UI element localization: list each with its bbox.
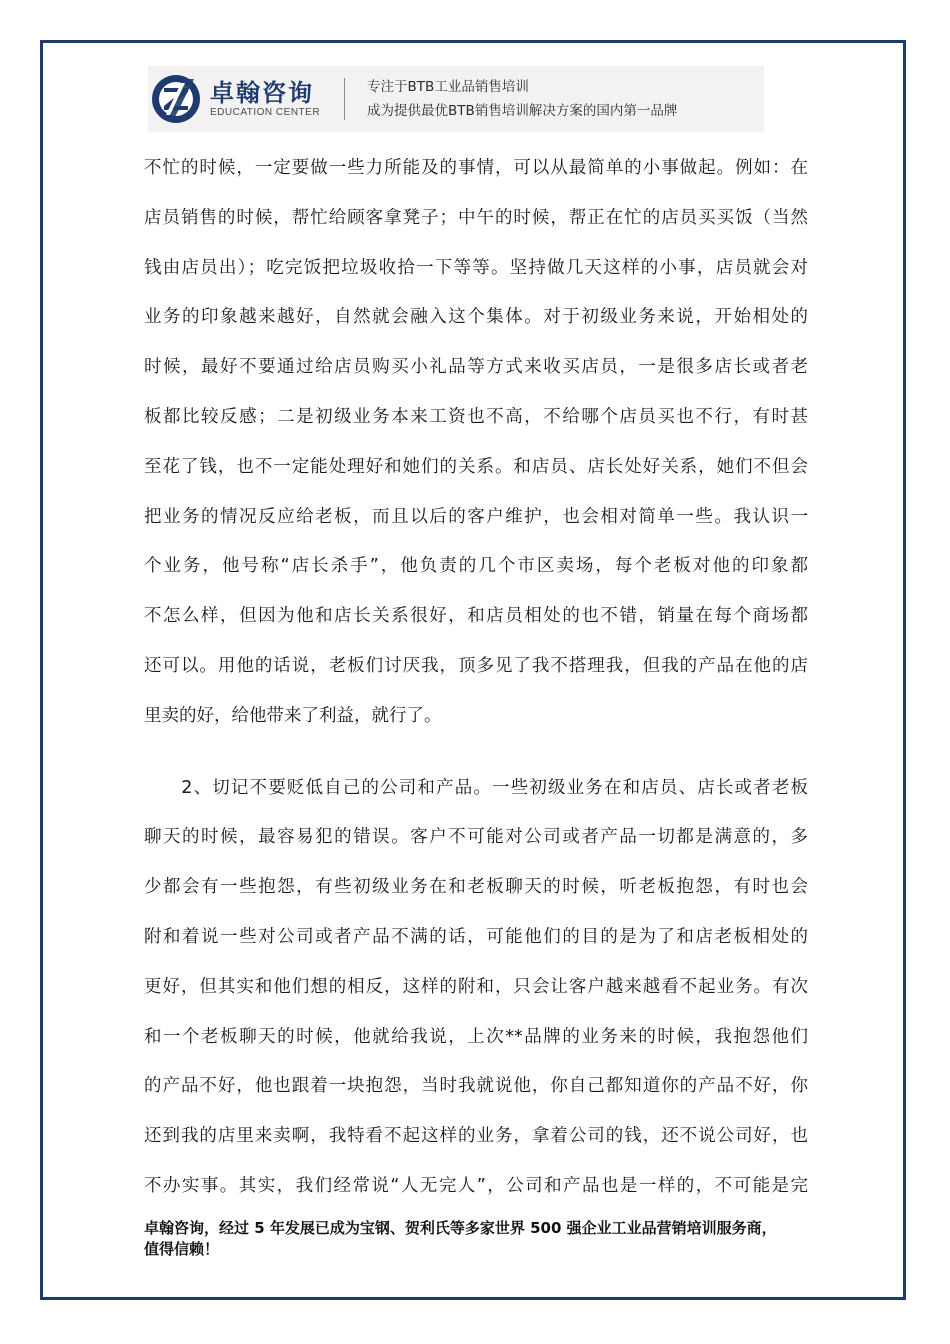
text-line: 还可以。用他的话说，老板们讨厌我，顶多见了我不搭理我，但我的产品在他的店	[144, 655, 808, 676]
brand-block	[210, 79, 320, 119]
text-line: 至花了钱，也不一定能处理好和她们的关系。和店员、店长处好关系，她们不但会	[144, 456, 808, 477]
page-header	[148, 66, 764, 132]
header-divider	[344, 78, 345, 120]
text-line: 时候，最好不要通过给店员购买小礼品等方式来收买店员，一是很多店长或者老	[144, 357, 808, 378]
slogan-line-2: 成为提供最优BTB销售培训解决方案的国内第一品牌	[367, 103, 678, 119]
paragraph-1	[144, 144, 808, 742]
text-line: 不办实事。其实，我们经常说“人无完人”，公司和产品也是一样的，不可能是完	[144, 1175, 808, 1196]
text-line: 板都比较反感；二是初级业务本来工资也不高，不给哪个店员买也不行，有时甚	[144, 406, 808, 427]
paragraph-2	[144, 764, 808, 1212]
text-line: 把业务的情况反应给老板，而且以后的客户维护，也会相对简单一些。我认识一	[144, 506, 808, 527]
slogan-line-1: 专注于BTB工业品销售培训	[367, 79, 529, 95]
text-line: 附和着说一些对公司或者产品不满的话，可能他们的目的是为了和店老板相处的	[144, 926, 808, 947]
text-line: 更好，但其实和他们想的相反，这样的附和，只会让客户越来越看不起业务。有次	[144, 976, 808, 997]
slogan-block	[367, 75, 677, 123]
text-line: 聊天的时候，最容易犯的错误。客户不可能对公司或者产品一切都是满意的，多	[144, 827, 808, 848]
footer-line-2: 值得信赖！	[144, 1240, 220, 1258]
paragraph-gap	[144, 742, 808, 764]
text-line: 不忙的时候，一定要做一些力所能及的事情，可以从最简单的小事做起。例如：在	[144, 158, 808, 178]
text-line: 钱由店员出）；吃完饭把垃圾收拾一下等等。坚持做几天这样的小事，店员就会对	[144, 257, 808, 278]
page-footer	[144, 1218, 820, 1260]
brand-name: 卓翰咨询	[210, 79, 314, 107]
text-line: 里卖的好，给他带来了利益，就行了。	[144, 705, 442, 726]
text-line: 的产品不好，他也跟着一块抱怨，当时我就说他，你自己都知道你的产品不好，你	[144, 1076, 808, 1097]
article-body	[144, 144, 808, 1212]
zhuohan-logo-icon	[150, 73, 202, 125]
text-line: 个业务，他号称“店长杀手”，他负责的几个市区卖场，每个老板对他的印象都	[144, 556, 808, 577]
text-line: 少都会有一些抱怨，有些初级业务在和老板聊天的时候，听老板抱怨，有时也会	[144, 877, 808, 898]
text-line: 店员销售的时候，帮忙给顾客拿凳子；中午的时候，帮正在忙的店员买买饭（当然	[144, 207, 808, 228]
brand-subtitle: EDUCATION CENTER	[210, 107, 321, 118]
text-line: 还到我的店里来卖啊，我特看不起这样的业务，拿着公司的钱，还不说公司好，也	[144, 1126, 808, 1147]
text-line: 不怎么样，但因为他和店长关系很好，和店员相处的也不错，销量在每个商场都	[144, 606, 808, 627]
text-line: 和一个老板聊天的时候，他就给我说，上次**品牌的业务来的时候，我抱怨他们	[144, 1026, 808, 1047]
text-line: 业务的印象越来越好，自然就会融入这个集体。对于初级业务来说，开始相处的	[144, 307, 808, 328]
footer-line-1: 卓翰咨询，经过 5 年发展已成为宝钢、贺利氏等多家世界 500 强企业工业品营销培训服务商，	[144, 1219, 777, 1237]
text-line: 2、切记不要贬低自己的公司和产品。一些初级业务在和店员、店长或者老板	[144, 777, 808, 798]
